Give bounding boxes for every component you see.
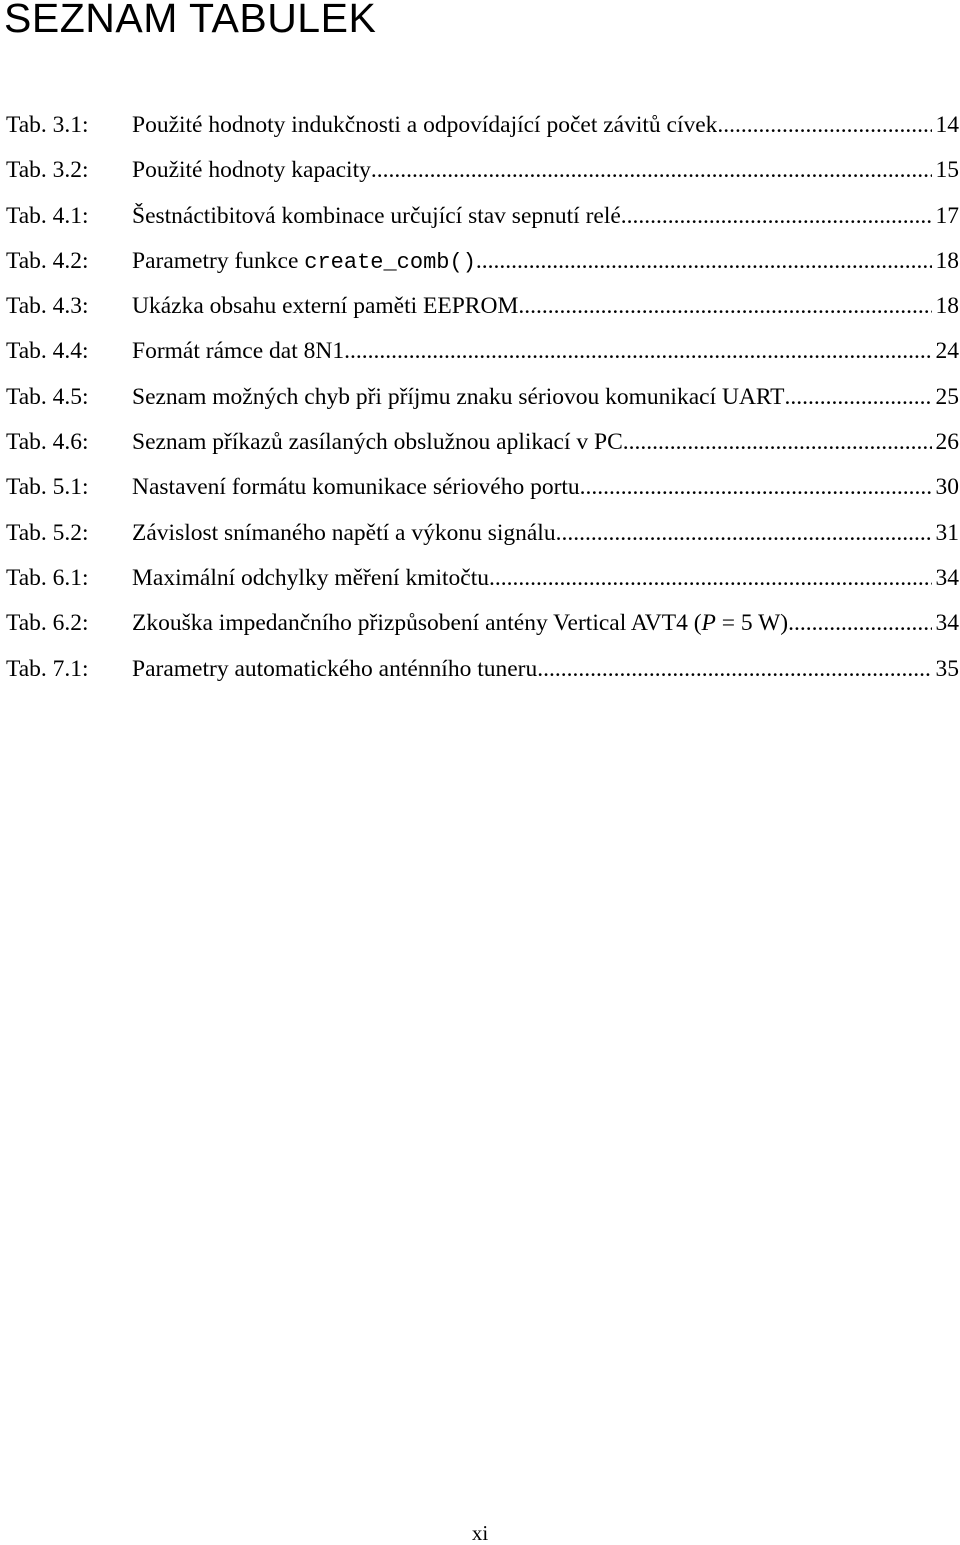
toc-entry-tab-4-5[interactable]	[6, 384, 959, 429]
table-title: Použité hodnoty kapacity	[132, 157, 371, 184]
page-number: 15	[935, 157, 959, 184]
table-title-text-end: = 5 W)	[715, 610, 789, 637]
page-number: 34	[935, 564, 959, 591]
dot-leader	[489, 565, 932, 592]
toc-entry-tab-4-2[interactable]	[6, 248, 959, 293]
dot-leader	[371, 157, 932, 184]
list-of-tables	[6, 112, 959, 701]
dot-leader	[621, 203, 932, 230]
page-number: 26	[935, 429, 959, 456]
page-number: 30	[935, 474, 959, 501]
table-title-text: Zkouška impedančního přizpůsobení antény Vertical AVT4 (	[132, 610, 702, 637]
page-number: 18	[935, 293, 959, 320]
toc-entry-tab-7-1[interactable]	[6, 656, 959, 701]
table-title: Ukázka obsahu externí paměti EEPROM	[132, 293, 519, 320]
table-number: Tab. 4.6:	[6, 429, 89, 456]
toc-entry-tab-3-2[interactable]	[6, 157, 959, 202]
dot-leader	[623, 429, 932, 456]
table-title: Závislost snímaného napětí a výkonu signálu	[132, 519, 556, 546]
dot-leader	[476, 248, 932, 275]
toc-entry-tab-4-3[interactable]	[6, 293, 959, 338]
function-name-code: create_comb()	[304, 249, 476, 275]
table-number: Tab. 4.3:	[6, 293, 89, 320]
page-footer-number: xi	[471, 1521, 489, 1545]
toc-entry-tab-3-1[interactable]	[6, 112, 959, 157]
page-number: 31	[935, 519, 959, 546]
page-number: 17	[935, 202, 959, 229]
table-number: Tab. 6.2:	[6, 610, 89, 637]
table-number: Tab. 4.1:	[6, 202, 89, 229]
dot-leader	[537, 656, 931, 683]
table-title: Šestnáctibitová kombinace určující stav sepnutí relé	[132, 202, 621, 229]
table-title: Parametry automatického anténního tuneru	[132, 655, 538, 682]
dot-leader	[717, 112, 931, 139]
toc-entry-tab-4-4[interactable]	[6, 338, 959, 383]
page-number: 14	[935, 112, 959, 138]
table-title: Nastavení formátu komunikace sériového portu	[132, 474, 580, 501]
table-number: Tab. 5.1:	[6, 474, 89, 501]
table-number: Tab. 4.5:	[6, 383, 89, 410]
power-symbol: P	[701, 610, 716, 637]
dot-leader	[344, 338, 931, 365]
table-number: Tab. 7.1:	[6, 655, 89, 682]
table-number: Tab. 3.2:	[6, 157, 89, 184]
toc-entry-tab-4-1[interactable]	[6, 203, 959, 248]
dot-leader	[580, 474, 932, 501]
page-number: 35	[935, 655, 959, 682]
page-number: 34	[935, 610, 959, 637]
dot-leader	[518, 293, 931, 320]
table-title: Seznam příkazů zasílaných obslužnou aplikací v PC	[132, 429, 623, 456]
table-number: Tab. 5.2:	[6, 519, 89, 546]
page-number: 24	[935, 338, 959, 365]
table-title-text: Parametry funkce	[132, 247, 305, 274]
table-title: Formát rámce dat 8N1	[132, 338, 345, 365]
dot-leader	[788, 610, 931, 637]
dot-leader	[785, 384, 932, 411]
toc-entry-tab-5-2[interactable]	[6, 520, 959, 565]
table-number: Tab. 4.4:	[6, 338, 89, 365]
page-number: 18	[935, 247, 959, 274]
table-number: Tab. 4.2:	[6, 247, 89, 274]
toc-entry-tab-4-6[interactable]	[6, 429, 959, 474]
toc-entry-tab-6-1[interactable]	[6, 565, 959, 610]
table-title: Seznam možných chyb při příjmu znaku sériovou komunikací UART	[132, 383, 785, 410]
table-title: Maximální odchylky měření kmitočtu	[132, 564, 489, 591]
table-title	[132, 610, 788, 637]
dot-leader	[556, 520, 932, 547]
page-title: SEZNAM TABULEK	[4, 0, 377, 41]
page-number: 25	[935, 383, 959, 410]
table-number: Tab. 6.1:	[6, 564, 89, 591]
table-title: Použité hodnoty indukčnosti a odpovídající počet závitů cívek	[132, 112, 718, 138]
toc-entry-tab-6-2[interactable]	[6, 610, 959, 655]
toc-entry-tab-5-1[interactable]	[6, 474, 959, 519]
table-title	[132, 248, 476, 275]
table-number: Tab. 3.1:	[6, 112, 89, 138]
